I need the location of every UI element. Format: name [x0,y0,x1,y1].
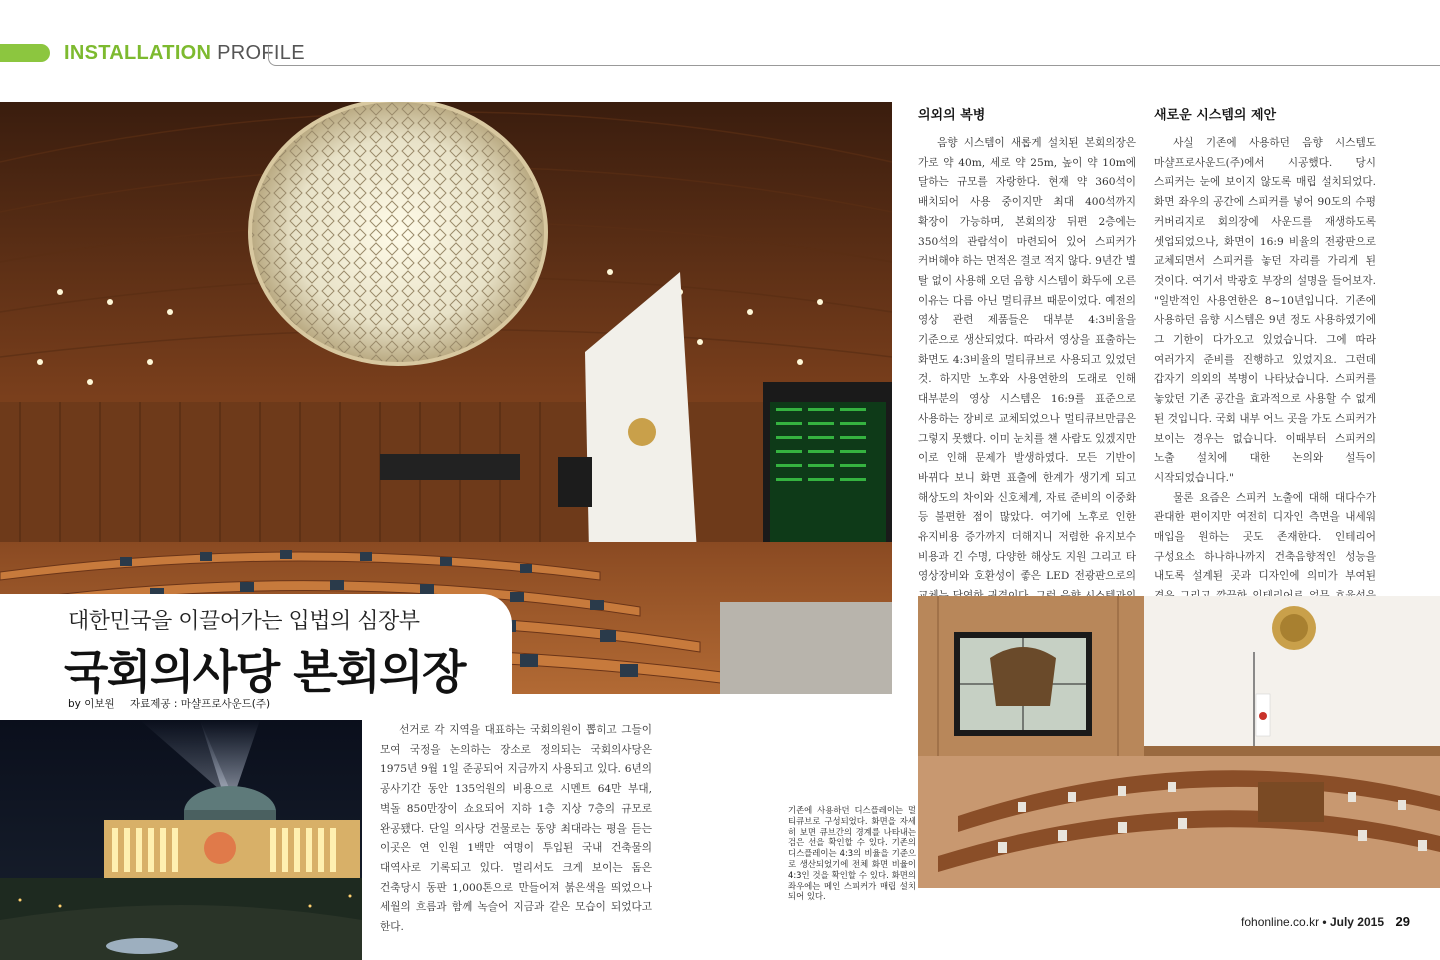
byline [68,696,282,711]
page-number: 29 [1395,914,1410,929]
section-header-bold: INSTALLATION [64,42,212,64]
section-1-paragraph-1: 음향 시스템이 새롭게 설치된 본회의장은 가로 약 40m, 세로 약 25m, 높이 약 10m에 달하는 규모를 자랑한다. 현재 약 360석이 배치되어 사용 중이지만 최대 400석까지 확장이 가능하며, 본회의장 뒤편 2층에는 350석의 관람석이 마련되어 있어 스피커가 커버해야 하는 면적은 결코 적지 않다. 9년간 별 탈 없이 사용해 오던 음향 시스템이 화두에 오른 이유는 다름 아닌 멀티큐브 때문이었다. 예전의 영상 관련 제품들은 대부분 4:3비율을 기준으로 생산되었다. 따라서 영상을 표출하는 화면도 4:3비율의 멀티큐브로 사용되고 있었던 것. 하지만 노후와 사용연한의 도래로 인해 대부분의 영상 시스템은 16:9를 표준으로 사용하는 장비로 교체되었으나 멀티큐브만큼은 그렇지 못했다. 이미 눈치를 챈 사람도 있겠지만 이로 인해 문제가 발생하였다. 모든 기반이 바뀌다 보니 화면 표출에 한계가 생기게 되고 해상도의 차이와 신호체계, 자료 준비의 이중화 등 불편한 점이 많았다. 여기에 노후로 인한 유지비용 증가까지 더해지니 저렴한 유지보수 비용과 긴 수명, 다양한 해상도 지원 그리고 타 영상장비와 호환성이 좋은 LED 전광판으로의 [918,137,1137,583]
section-2-paragraph-1: 사실 기존에 사용하던 음향 시스템도 마샬프로사운드(주)에서 시공했다. 당시 스피커는 눈에 보이지 않도록 매립 설치되었다. 화면 좌우의 공간에 스피커를 넣어 90도의 수평 커버리지로 회의장에 사운드를 재생하도록 셋업되었으나, 화면이 16:9 비율의 전광판으로 교체되면서 스피커를 놓던 자리를 가리게 된 것이다. 여기서 박광호 부장의 설명을 들어보자. "일반적인 사용연한은 8~10년입니다. 기존에 사용하던 음향 시스템은 9년 정도 사용하였기에 그 기한이 다가오고 있었습니다. 그에 따라 여러가지 준비를 진행하고 있었지요. 그런데 갑자기 의외의 복병이 나타났습니다. 스피커를 놓았던 기존 공간을 효과적으로 사용할 수 없게 된 것입니다. 국회 내부 어느 곳을 가도 스피커가 보이는 경우는 없습니다. 이때부터 스피커의 노출 설치에 대한 논의와 설득이 시작되었습니다." [1154,137,1376,484]
footer-bullet: • [1322,915,1327,929]
old-multicube-photo [918,596,1440,888]
header-accent-bar [0,44,50,62]
footer-issue: July 2015 [1329,915,1384,929]
article-subtitle: 대한민국을 이끌어가는 입법의 심장부 [68,609,420,634]
byline-author: by 이보원 [68,698,115,710]
section-heading-1: 의외의 복병 [918,108,986,123]
photo-caption: 기존에 사용하던 디스플레이는 멀티큐브로 구성되었다. 화면을 자세히 보면 큐브간의 경계를 나타내는 검은 선을 확인할 수 있다. 기존의 디스플레이는 4:3의 비율을 기준으로 생산되었기에 전체 화면 비율이 4:3인 것을 확인할 수 있다. 화면의 좌우에는 메인 스피커가 매립 설치되어 있다. [788,805,916,902]
article-title: 국회의사당 본회의장 [64,645,465,699]
section-1-text [918,134,1136,627]
intro-paragraph: 선거로 각 지역을 대표하는 국회의원이 뽑히고 그들이 모여 국정을 논의하는 장소로 정의되는 국회의사당은 1975년 9월 1일 준공되어 지금까지 사용되고 있다. 6년의 공사기간 동안 135억원의 비용으로 시멘트 64만 부대, 벽돌 850만장이 쇼요되어 지하 1층 지상 7층의 규모로 완공됐다. 단일 의사당 건물로는 동양 최대라는 평을 듣는 이곳은 연 인원 1백만 여명이 투입된 국내 건축물의 대역사로 기록되고 있다. 멀리서도 크게 보이는 돔은 건축당시 동판 1,000톤으로 만들어져 붉은색을 띄었으나 세월의 흐름과 함께 녹슬어 지금과 같은 모습이 되었다고 한다. [380,724,652,934]
section-header-light: PROFILE [217,42,305,64]
header-rule [268,46,1440,66]
assembly-night-photo [0,720,362,960]
footer [1241,915,1384,929]
section-2-text [1154,134,1376,627]
section-2-paragraph-2: 물론 요즘은 스피커 노출에 대해 대다수가 관대한 편이지만 여전히 디자인 측면을 내세워 매입을 원하는 곳도 존재한다. 인테리어 구성요소 하나하나까지 건축음향적인 성능을 내도록 설계된 곳과 디자인에 의미가 부여된 [1154,491,1376,583]
footer-site: fohonline.co.kr [1241,915,1320,929]
byline-credit: 자료제공 : 마샬프로사운드(주) [130,698,271,710]
intro-text [380,721,652,938]
section-heading-2: 새로운 시스템의 제안 [1154,108,1277,123]
